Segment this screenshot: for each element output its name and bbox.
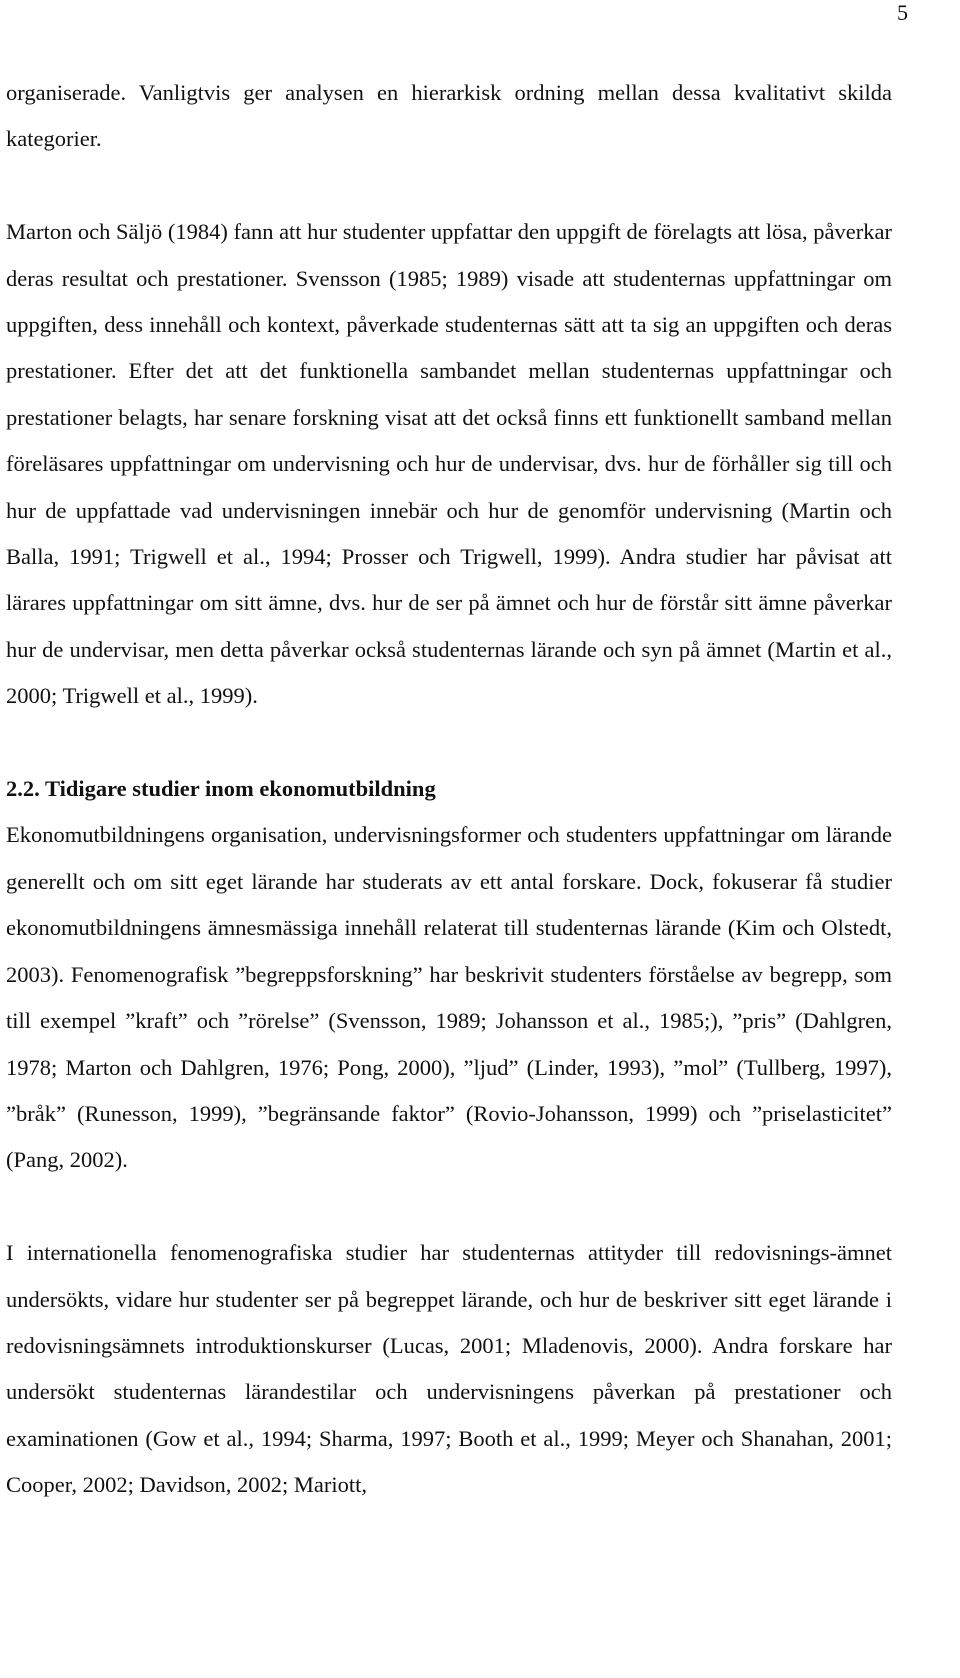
paragraph-intro-continued: organiserade. Vanligtvis ger analysen en hierarkisk ordning mellan dessa kvalitativt skilda kategorier. [6, 80, 892, 152]
paragraph-ekonomutbildning: Ekonomutbildningens organisation, undervisningsformer och studenters uppfattningar om lärande generellt och om sitt eget lärande har studerats av ett antal forskare. Dock, fokuserar få studier ekonomutbildningens ämnesmässiga innehåll relaterat till studenternas lärande (Kim och Olstedt, 2003). Fenomenografisk ”begreppsforskning” har beskrivit studenters förståelse av begrepp, som till exempel ”kraft” och ”rörelse” (Svensson, 1989; Johansson et al., 1985;), ”pris” (Dahlgren, 1978; Marton och Dahlgren, 1976; Pong, 2000), ”ljud” (Linder, 1993), ”mol” (Tullberg, 1997), ”bråk” (Runesson, 1999), ”begränsande faktor” (Rovio-Johansson, 1999) och ”priselasticitet” (Pang, 2002). [6, 822, 892, 1173]
paragraph-gap [6, 720, 892, 766]
paragraph-marton-saljo: Marton och Säljö (1984) fann att hur studenter uppfattar den uppgift de förelagts att lösa, påverkar deras resultat och prestationer. Svensson (1985; 1989) visade att studenternas uppfattningar om uppgiften, dess innehåll och kontext, påverkade studenternas sätt att ta sig an uppgiften och deras prestationer. Efter det att det funktionella sambandet mellan studenternas uppfattningar och prestationer belagts, har senare forskning visat att det också finns ett funktionellt samband mellan föreläsares uppfattningar om undervisning och hur de undervisar, dvs. hur de förhåller sig till och hur de uppfattade vad undervisningen innebär och hur de genomför undervisning (Martin och Balla, 1991; Trigwell et al., 1994; Prosser och Trigwell, 1999). Andra studier har påvisat att lärares uppfattningar om sitt ämne, dvs. hur de ser på ämnet och hur de förstår sitt ämne påverkar hur de undervisar, men detta påverkar också studenternas lärande och syn på ämnet (Martin et al., 2000; Trigwell et al., 1999). [6, 219, 892, 709]
paragraph-internationella-studier: I internationella fenomenografiska studier har studenternas attityder till redovisnings-ämnet undersökts, vidare hur studenter ser på begreppet lärande, och hur de beskriver sitt eget lärande i redovisningsämnets introduktionskurser (Lucas, 2001; Mladenovis, 2000). Andra forskare har undersökt studenternas lärandestilar och undervisningens påverkan på prestationer och examinationen (Gow et al., 1994; Sharma, 1997; Booth et al., 1999; Meyer och Shanahan, 2001; Cooper, 2002; Davidson, 2002; Mariott, [6, 1240, 892, 1498]
page-number: 5 [897, 0, 908, 25]
section-heading: 2.2. Tidigare studier inom ekonomutbildning [6, 776, 436, 802]
paragraph-gap [6, 163, 892, 209]
paragraph-gap [6, 1184, 892, 1230]
document-body [6, 70, 892, 1509]
